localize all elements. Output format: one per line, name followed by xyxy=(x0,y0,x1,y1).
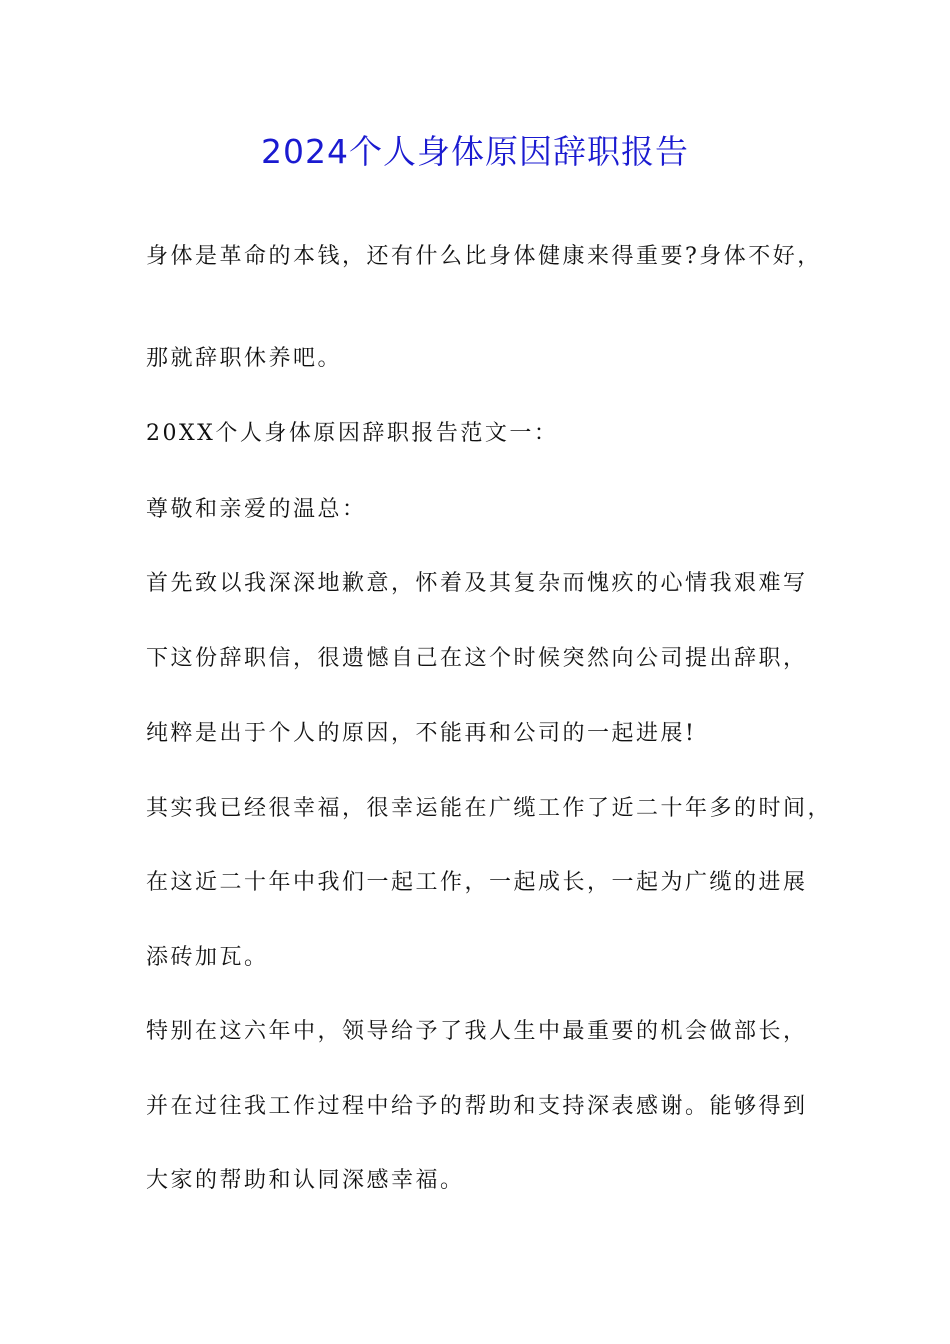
paragraph-line-11: 特别在这六年中，领导给予了我人生中最重要的机会做部长， xyxy=(146,1019,808,1044)
paragraph-line-7: 纯粹是出于个人的原因，不能再和公司的一起进展! xyxy=(146,721,697,746)
paragraph-line-6: 下这份辞职信，很遗憾自己在这个时候突然向公司提出辞职， xyxy=(146,646,808,671)
document-title: 2024个人身体原因辞职报告 xyxy=(261,132,689,171)
paragraph-line-3: 20XX个人身体原因辞职报告范文一： xyxy=(146,421,559,446)
paragraph-line-5: 首先致以我深深地歉意，怀着及其复杂而愧疚的心情我艰难写 xyxy=(146,571,808,596)
paragraph-line-12: 并在过往我工作过程中给予的帮助和支持深表感谢。能够得到 xyxy=(146,1094,808,1119)
paragraph-line-13: 大家的帮助和认同深感幸福。 xyxy=(146,1168,465,1193)
paragraph-line-9: 在这近二十年中我们一起工作，一起成长，一起为广缆的进展 xyxy=(146,870,808,895)
paragraph-line-10: 添砖加瓦。 xyxy=(146,945,269,970)
paragraph-line-8: 其实我已经很幸福，很幸运能在广缆工作了近二十年多的时间， xyxy=(146,796,833,821)
paragraph-line-4: 尊敬和亲爱的温总： xyxy=(146,497,367,522)
paragraph-line-1: 身体是革命的本钱，还有什么比身体健康来得重要?身体不好， xyxy=(146,244,822,269)
paragraph-line-2: 那就辞职休养吧。 xyxy=(146,346,343,371)
